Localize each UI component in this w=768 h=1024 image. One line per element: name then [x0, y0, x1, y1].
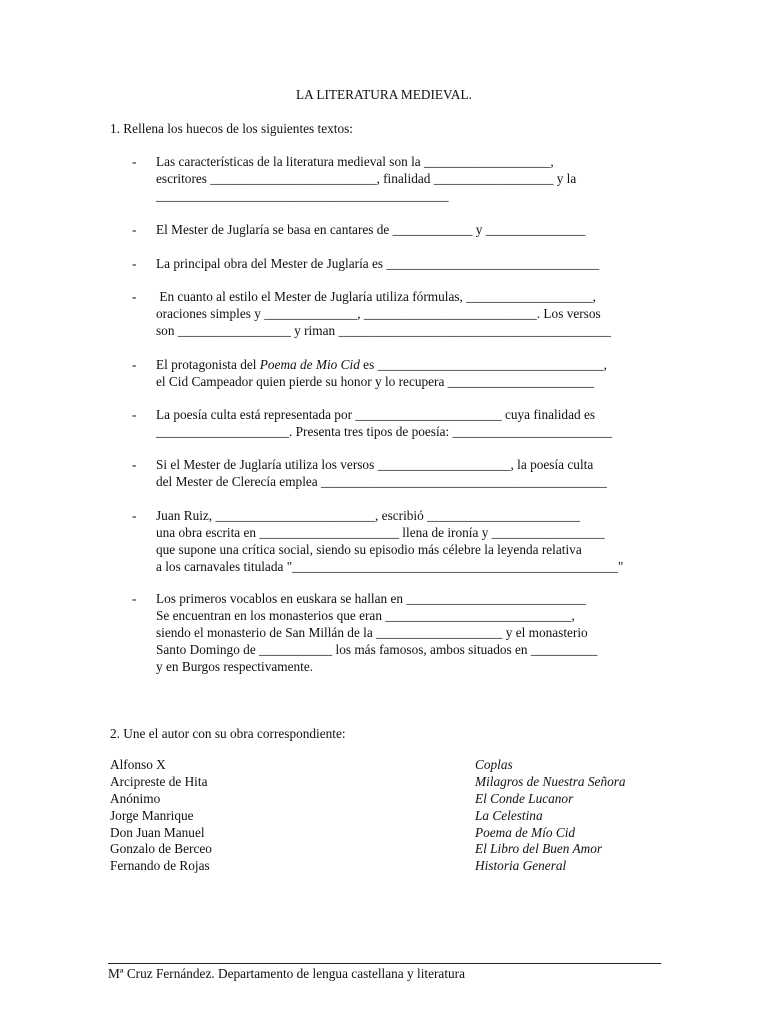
bullet-3: - [132, 256, 137, 271]
work-4: La Celestina [475, 808, 543, 823]
author-7: Fernando de Rojas [110, 858, 210, 873]
footer-text: Mª Cruz Fernández. Departamento de lengua castellana y literatura [108, 966, 465, 981]
item-9-line-4: Santo Domingo de ___________ los más famosos, ambos situados en __________ [156, 642, 598, 657]
item-9-line-3: siendo el monasterio de San Millán de la ___________________ y el monasterio [156, 625, 588, 640]
work-1: Coplas [475, 757, 513, 772]
item-9-line-1: Los primeros vocablos en euskara se hallan en ___________________________ [156, 591, 586, 606]
item-5-pre: El protagonista del [156, 357, 260, 372]
bullet-9: - [132, 591, 137, 606]
bullet-5: - [132, 357, 137, 372]
section1-heading: 1. Rellena los huecos de los siguientes textos: [110, 121, 353, 136]
author-3: Anónimo [110, 791, 161, 806]
bullet-2: - [132, 222, 137, 237]
author-4: Jorge Manrique [110, 808, 194, 823]
item-5-line-2: el Cid Campeador quien pierde su honor y lo recupera ______________________ [156, 374, 594, 389]
item-3-line-1: La principal obra del Mester de Juglaría es ________________________________ [156, 256, 600, 271]
item-5-post: es __________________________________, [359, 357, 607, 372]
item-6-line-1: La poesía culta está representada por ______________________ cuya finalidad es [156, 407, 596, 422]
work-7: Historia General [475, 858, 567, 873]
item-8-line-1: Juan Ruiz, ________________________, escribió _______________________ [156, 508, 581, 523]
item-7-line-2: del Mester de Clerecía emplea ___________________________________________ [156, 474, 607, 489]
item-6-line-2: ____________________. Presenta tres tipos de poesía: ________________________ [156, 424, 613, 439]
work-2: Milagros de Nuestra Señora [475, 774, 626, 789]
item-8-line-2: una obra escrita en _____________________ llena de ironía y _________________ [156, 525, 605, 540]
item-4-line-2: oraciones simples y ______________, __________________________. Los versos [156, 306, 601, 321]
footer-rule [108, 963, 661, 964]
page-title: LA LITERATURA MEDIEVAL. [296, 87, 472, 102]
bullet-7: - [132, 457, 137, 472]
item-8-line-4: a los carnavales titulada "_________________________________________________" [156, 559, 624, 574]
item-1-line-3: ____________________________________________ [156, 188, 449, 203]
item-8-line-3: que supone una crítica social, siendo su episodio más célebre la leyenda relativa [156, 542, 582, 557]
item-5-work-title: Poema de Mio Cid [259, 357, 360, 372]
item-1-line-2: escritores _________________________, finalidad __________________ y la [156, 171, 577, 186]
author-6: Gonzalo de Berceo [110, 841, 212, 856]
work-5: Poema de Mío Cid [475, 825, 576, 840]
item-9-line-5: y en Burgos respectivamente. [156, 659, 314, 674]
bullet-4: - [132, 289, 137, 304]
bullet-1: - [132, 154, 137, 169]
author-1: Alfonso X [110, 757, 166, 772]
work-6: El Libro del Buen Amor [475, 841, 603, 856]
item-7-line-1: Si el Mester de Juglaría utiliza los versos ____________________, la poesía culta [156, 457, 594, 472]
author-2: Arcipreste de Hita [110, 774, 208, 789]
bullet-8: - [132, 508, 137, 523]
item-4-line-3: son _________________ y riman _________________________________________ [156, 323, 612, 338]
item-1-line-1: Las características de la literatura medieval son la ___________________, [156, 154, 554, 169]
item-4-line-1: En cuanto al estilo el Mester de Juglaría utiliza fórmulas, ___________________, [156, 289, 596, 304]
item-5-line-1 [156, 356, 607, 373]
section2-heading: 2. Une el autor con su obra correspondiente: [110, 726, 346, 741]
item-9-line-2: Se encuentran en los monasterios que eran ____________________________, [156, 608, 575, 623]
author-5: Don Juan Manuel [110, 825, 205, 840]
bullet-6: - [132, 407, 137, 422]
item-2-line-1: El Mester de Juglaría se basa en cantares de ____________ y _______________ [156, 222, 586, 237]
work-3: El Conde Lucanor [475, 791, 574, 806]
